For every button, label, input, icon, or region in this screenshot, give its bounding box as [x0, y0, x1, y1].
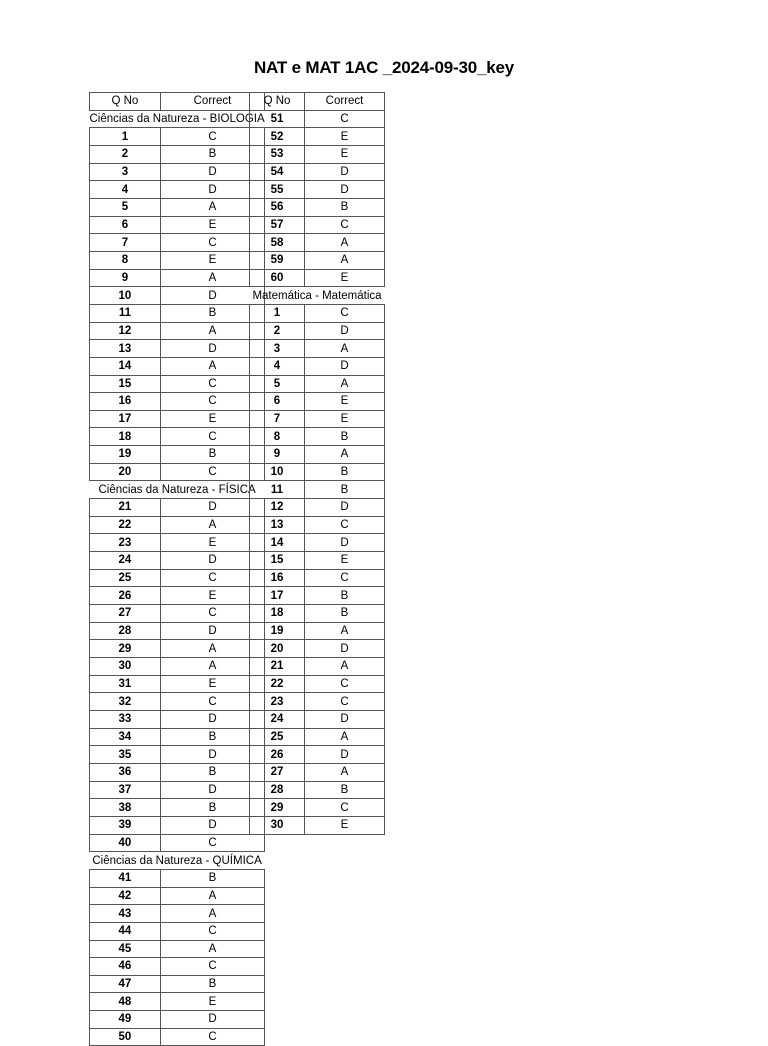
answer-key-table-left	[89, 92, 265, 1046]
question-number: 5	[250, 375, 305, 393]
table-row	[90, 1028, 265, 1046]
correct-answer: A	[160, 887, 264, 905]
question-number: 8	[90, 251, 161, 269]
table-row	[90, 375, 265, 393]
correct-answer: B	[305, 605, 385, 623]
correct-answer: B	[160, 145, 264, 163]
correct-answer: E	[160, 675, 264, 693]
question-number: 54	[250, 163, 305, 181]
document-title: NAT e MAT 1AC _2024-09-30_key	[253, 58, 515, 77]
correct-answer: A	[305, 234, 385, 252]
correct-answer: C	[160, 693, 264, 711]
correct-answer: A	[305, 375, 385, 393]
question-number: 53	[250, 145, 305, 163]
correct-answer: C	[160, 834, 264, 852]
question-number: 13	[90, 340, 161, 358]
table-row	[250, 181, 385, 199]
table-row	[250, 198, 385, 216]
question-number: 60	[250, 269, 305, 287]
table-row	[90, 763, 265, 781]
table-row	[90, 145, 265, 163]
question-number: 18	[90, 428, 161, 446]
question-number: 41	[90, 869, 161, 887]
table-row	[250, 728, 385, 746]
correct-answer: D	[160, 1011, 264, 1029]
question-number: 2	[250, 322, 305, 340]
table-row	[90, 357, 265, 375]
question-number: 29	[90, 640, 161, 658]
question-number: 38	[90, 799, 161, 817]
table-row	[90, 198, 265, 216]
table-row	[90, 499, 265, 517]
table-row	[250, 499, 385, 517]
table-row	[90, 304, 265, 322]
table-row	[90, 428, 265, 446]
question-number: 23	[250, 693, 305, 711]
question-number: 58	[250, 234, 305, 252]
table-row	[90, 587, 265, 605]
question-number: 12	[90, 322, 161, 340]
correct-answer: E	[305, 552, 385, 570]
section-header-row	[250, 287, 385, 305]
question-number: 31	[90, 675, 161, 693]
section-header-row	[90, 110, 265, 128]
correct-answer: C	[305, 569, 385, 587]
correct-answer: A	[160, 516, 264, 534]
correct-answer: E	[160, 587, 264, 605]
question-number: 35	[90, 746, 161, 764]
correct-answer: D	[160, 746, 264, 764]
question-number: 25	[250, 728, 305, 746]
question-number: 36	[90, 763, 161, 781]
question-number: 5	[90, 198, 161, 216]
table-row	[90, 340, 265, 358]
question-number: 27	[90, 605, 161, 623]
correct-answer: A	[305, 446, 385, 464]
correct-answer: B	[160, 728, 264, 746]
correct-answer: C	[160, 922, 264, 940]
table-row	[250, 781, 385, 799]
answer-key-body-left	[90, 93, 265, 1046]
table-row	[90, 287, 265, 305]
table-row	[250, 304, 385, 322]
correct-answer: E	[160, 251, 264, 269]
correct-answer: B	[305, 481, 385, 499]
correct-answer: A	[305, 658, 385, 676]
correct-answer: E	[305, 128, 385, 146]
question-number: 44	[90, 922, 161, 940]
question-number: 14	[250, 534, 305, 552]
question-number: 11	[250, 481, 305, 499]
question-number: 27	[250, 763, 305, 781]
section-title: Ciências da Natureza - BIOLOGIA	[89, 112, 265, 125]
question-number: 3	[90, 163, 161, 181]
question-number: 10	[250, 463, 305, 481]
section-header-row	[90, 481, 265, 499]
correct-answer: E	[305, 393, 385, 411]
question-number: 21	[90, 499, 161, 517]
question-number: 17	[90, 410, 161, 428]
correct-answer: E	[305, 410, 385, 428]
question-number: 37	[90, 781, 161, 799]
correct-answer: A	[160, 322, 264, 340]
table-row	[90, 269, 265, 287]
table-row	[90, 446, 265, 464]
correct-answer: D	[160, 181, 264, 199]
correct-answer: E	[160, 534, 264, 552]
correct-answer: B	[160, 799, 264, 817]
table-row	[90, 393, 265, 411]
table-row	[250, 675, 385, 693]
correct-answer: E	[160, 216, 264, 234]
table-row	[90, 922, 265, 940]
header-row	[90, 93, 265, 111]
question-number: 6	[250, 393, 305, 411]
question-number: 22	[90, 516, 161, 534]
correct-answer: A	[305, 340, 385, 358]
table-row	[90, 675, 265, 693]
table-row	[90, 516, 265, 534]
question-number: 50	[90, 1028, 161, 1046]
correct-answer: D	[305, 322, 385, 340]
question-number: 56	[250, 198, 305, 216]
question-number: 7	[90, 234, 161, 252]
correct-answer: D	[160, 287, 264, 305]
table-row	[250, 340, 385, 358]
correct-answer: D	[160, 710, 264, 728]
question-number: 9	[250, 446, 305, 464]
correct-answer: C	[305, 304, 385, 322]
question-number: 12	[250, 499, 305, 517]
table-row	[90, 746, 265, 764]
table-row	[250, 816, 385, 834]
question-number: 1	[90, 128, 161, 146]
table-row	[250, 357, 385, 375]
table-row	[250, 587, 385, 605]
question-number: 39	[90, 816, 161, 834]
table-row	[250, 746, 385, 764]
table-row	[90, 728, 265, 746]
table-row	[90, 569, 265, 587]
correct-answer: D	[305, 640, 385, 658]
question-number: 42	[90, 887, 161, 905]
table-row	[250, 216, 385, 234]
table-row	[90, 710, 265, 728]
question-number: 7	[250, 410, 305, 428]
correct-answer: A	[305, 622, 385, 640]
table-row	[90, 322, 265, 340]
section-title: Matemática - Matemática	[252, 289, 382, 302]
table-row	[90, 216, 265, 234]
table-row	[250, 516, 385, 534]
correct-answer: E	[160, 993, 264, 1011]
correct-answer: A	[160, 269, 264, 287]
correct-answer: C	[160, 375, 264, 393]
correct-answer: D	[160, 622, 264, 640]
question-number: 43	[90, 905, 161, 923]
correct-answer: D	[305, 746, 385, 764]
correct-answer: E	[305, 816, 385, 834]
question-number: 47	[90, 975, 161, 993]
table-row	[250, 269, 385, 287]
question-number: 13	[250, 516, 305, 534]
question-number: 30	[250, 816, 305, 834]
table-row	[90, 693, 265, 711]
table-row	[250, 763, 385, 781]
table-row	[250, 110, 385, 128]
question-number: 26	[90, 587, 161, 605]
correct-answer: D	[305, 534, 385, 552]
question-number: 29	[250, 799, 305, 817]
question-number: 28	[90, 622, 161, 640]
table-row	[90, 463, 265, 481]
table-row	[250, 128, 385, 146]
correct-answer: D	[305, 499, 385, 517]
table-row	[250, 463, 385, 481]
question-number: 1	[250, 304, 305, 322]
question-number: 46	[90, 958, 161, 976]
correct-answer: C	[160, 393, 264, 411]
table-row	[90, 834, 265, 852]
correct-answer: C	[160, 463, 264, 481]
table-row	[90, 552, 265, 570]
question-number: 57	[250, 216, 305, 234]
qno-header: Q No	[90, 93, 161, 111]
correct-answer: B	[160, 446, 264, 464]
question-number: 23	[90, 534, 161, 552]
table-row	[90, 251, 265, 269]
question-number: 20	[250, 640, 305, 658]
question-number: 26	[250, 746, 305, 764]
table-row	[90, 799, 265, 817]
table-row	[90, 781, 265, 799]
correct-answer: D	[160, 781, 264, 799]
table-row	[250, 410, 385, 428]
correct-answer: D	[305, 181, 385, 199]
correct-answer: B	[305, 198, 385, 216]
table-row	[250, 534, 385, 552]
question-number: 4	[90, 181, 161, 199]
question-number: 22	[250, 675, 305, 693]
table-row	[90, 1011, 265, 1029]
correct-answer: D	[305, 357, 385, 375]
correct-answer: B	[160, 304, 264, 322]
correct-header: Correct	[305, 93, 385, 111]
correct-answer: E	[305, 269, 385, 287]
question-number: 4	[250, 357, 305, 375]
correct-answer: C	[305, 516, 385, 534]
table-row	[250, 393, 385, 411]
table-row	[250, 322, 385, 340]
correct-answer: C	[160, 234, 264, 252]
table-row	[90, 905, 265, 923]
table-row	[90, 622, 265, 640]
table-row	[250, 446, 385, 464]
table-row	[90, 534, 265, 552]
correct-answer: C	[160, 1028, 264, 1046]
correct-answer: C	[160, 569, 264, 587]
table-row	[250, 605, 385, 623]
question-number: 49	[90, 1011, 161, 1029]
correct-answer: B	[305, 428, 385, 446]
question-number: 28	[250, 781, 305, 799]
question-number: 16	[250, 569, 305, 587]
correct-answer: E	[160, 410, 264, 428]
question-number: 32	[90, 693, 161, 711]
table-row	[250, 145, 385, 163]
question-number: 15	[250, 552, 305, 570]
question-number: 52	[250, 128, 305, 146]
correct-answer: A	[160, 357, 264, 375]
question-number: 48	[90, 993, 161, 1011]
table-row	[90, 181, 265, 199]
question-number: 2	[90, 145, 161, 163]
question-number: 19	[250, 622, 305, 640]
question-number: 16	[90, 393, 161, 411]
question-number: 3	[250, 340, 305, 358]
correct-answer: A	[305, 251, 385, 269]
question-number: 55	[250, 181, 305, 199]
question-number: 6	[90, 216, 161, 234]
correct-answer: B	[305, 781, 385, 799]
question-number: 59	[250, 251, 305, 269]
table-row	[90, 410, 265, 428]
table-row	[250, 481, 385, 499]
correct-answer: D	[160, 163, 264, 181]
question-number: 51	[250, 110, 305, 128]
correct-answer: C	[305, 110, 385, 128]
correct-answer: C	[305, 693, 385, 711]
question-number: 11	[90, 304, 161, 322]
table-row	[250, 251, 385, 269]
correct-answer: A	[160, 640, 264, 658]
correct-answer: A	[305, 728, 385, 746]
correct-answer: B	[305, 587, 385, 605]
correct-answer: C	[160, 958, 264, 976]
table-row	[250, 799, 385, 817]
table-row	[90, 163, 265, 181]
correct-answer: B	[160, 975, 264, 993]
question-number: 21	[250, 658, 305, 676]
correct-answer: D	[305, 710, 385, 728]
question-number: 10	[90, 287, 161, 305]
question-number: 25	[90, 569, 161, 587]
correct-answer: A	[160, 658, 264, 676]
section-title: Ciências da Natureza - QUÍMICA	[92, 854, 262, 867]
correct-answer: D	[160, 499, 264, 517]
section-header-row	[90, 852, 265, 870]
qno-header: Q No	[250, 93, 305, 111]
question-number: 15	[90, 375, 161, 393]
correct-answer: C	[305, 799, 385, 817]
correct-answer: B	[305, 463, 385, 481]
question-number: 17	[250, 587, 305, 605]
table-row	[90, 940, 265, 958]
table-row	[250, 552, 385, 570]
table-row	[250, 163, 385, 181]
table-row	[90, 975, 265, 993]
table-row	[250, 234, 385, 252]
correct-answer: D	[160, 340, 264, 358]
correct-answer: C	[305, 216, 385, 234]
table-row	[90, 816, 265, 834]
question-number: 14	[90, 357, 161, 375]
table-row	[90, 993, 265, 1011]
correct-answer: C	[160, 605, 264, 623]
question-number: 18	[250, 605, 305, 623]
correct-answer: B	[160, 869, 264, 887]
question-number: 34	[90, 728, 161, 746]
table-row	[90, 605, 265, 623]
correct-answer: E	[305, 145, 385, 163]
correct-answer: A	[160, 940, 264, 958]
question-number: 20	[90, 463, 161, 481]
correct-answer: D	[160, 552, 264, 570]
question-number: 40	[90, 834, 161, 852]
question-number: 8	[250, 428, 305, 446]
table-row	[250, 569, 385, 587]
question-number: 45	[90, 940, 161, 958]
table-row	[90, 234, 265, 252]
correct-answer: A	[160, 198, 264, 216]
correct-answer: A	[160, 905, 264, 923]
question-number: 24	[90, 552, 161, 570]
table-row	[250, 710, 385, 728]
table-row	[90, 887, 265, 905]
correct-answer: B	[160, 763, 264, 781]
correct-answer: D	[305, 163, 385, 181]
header-row	[250, 93, 385, 111]
question-number: 19	[90, 446, 161, 464]
question-number: 24	[250, 710, 305, 728]
answer-key-body-right	[250, 93, 385, 835]
correct-header: Correct	[160, 93, 264, 111]
table-row	[90, 128, 265, 146]
table-row	[250, 658, 385, 676]
question-number: 30	[90, 658, 161, 676]
section-title: Ciências da Natureza - FÍSICA	[98, 483, 256, 496]
correct-answer: C	[160, 128, 264, 146]
table-row	[250, 693, 385, 711]
table-row	[250, 640, 385, 658]
correct-answer: D	[160, 816, 264, 834]
table-row	[90, 658, 265, 676]
table-row	[250, 622, 385, 640]
table-row	[90, 958, 265, 976]
answer-key-table-right	[249, 92, 385, 835]
table-row	[250, 428, 385, 446]
question-number: 9	[90, 269, 161, 287]
table-row	[90, 640, 265, 658]
correct-answer: C	[305, 675, 385, 693]
table-row	[250, 375, 385, 393]
question-number: 33	[90, 710, 161, 728]
correct-answer: C	[160, 428, 264, 446]
table-row	[90, 869, 265, 887]
correct-answer: A	[305, 763, 385, 781]
